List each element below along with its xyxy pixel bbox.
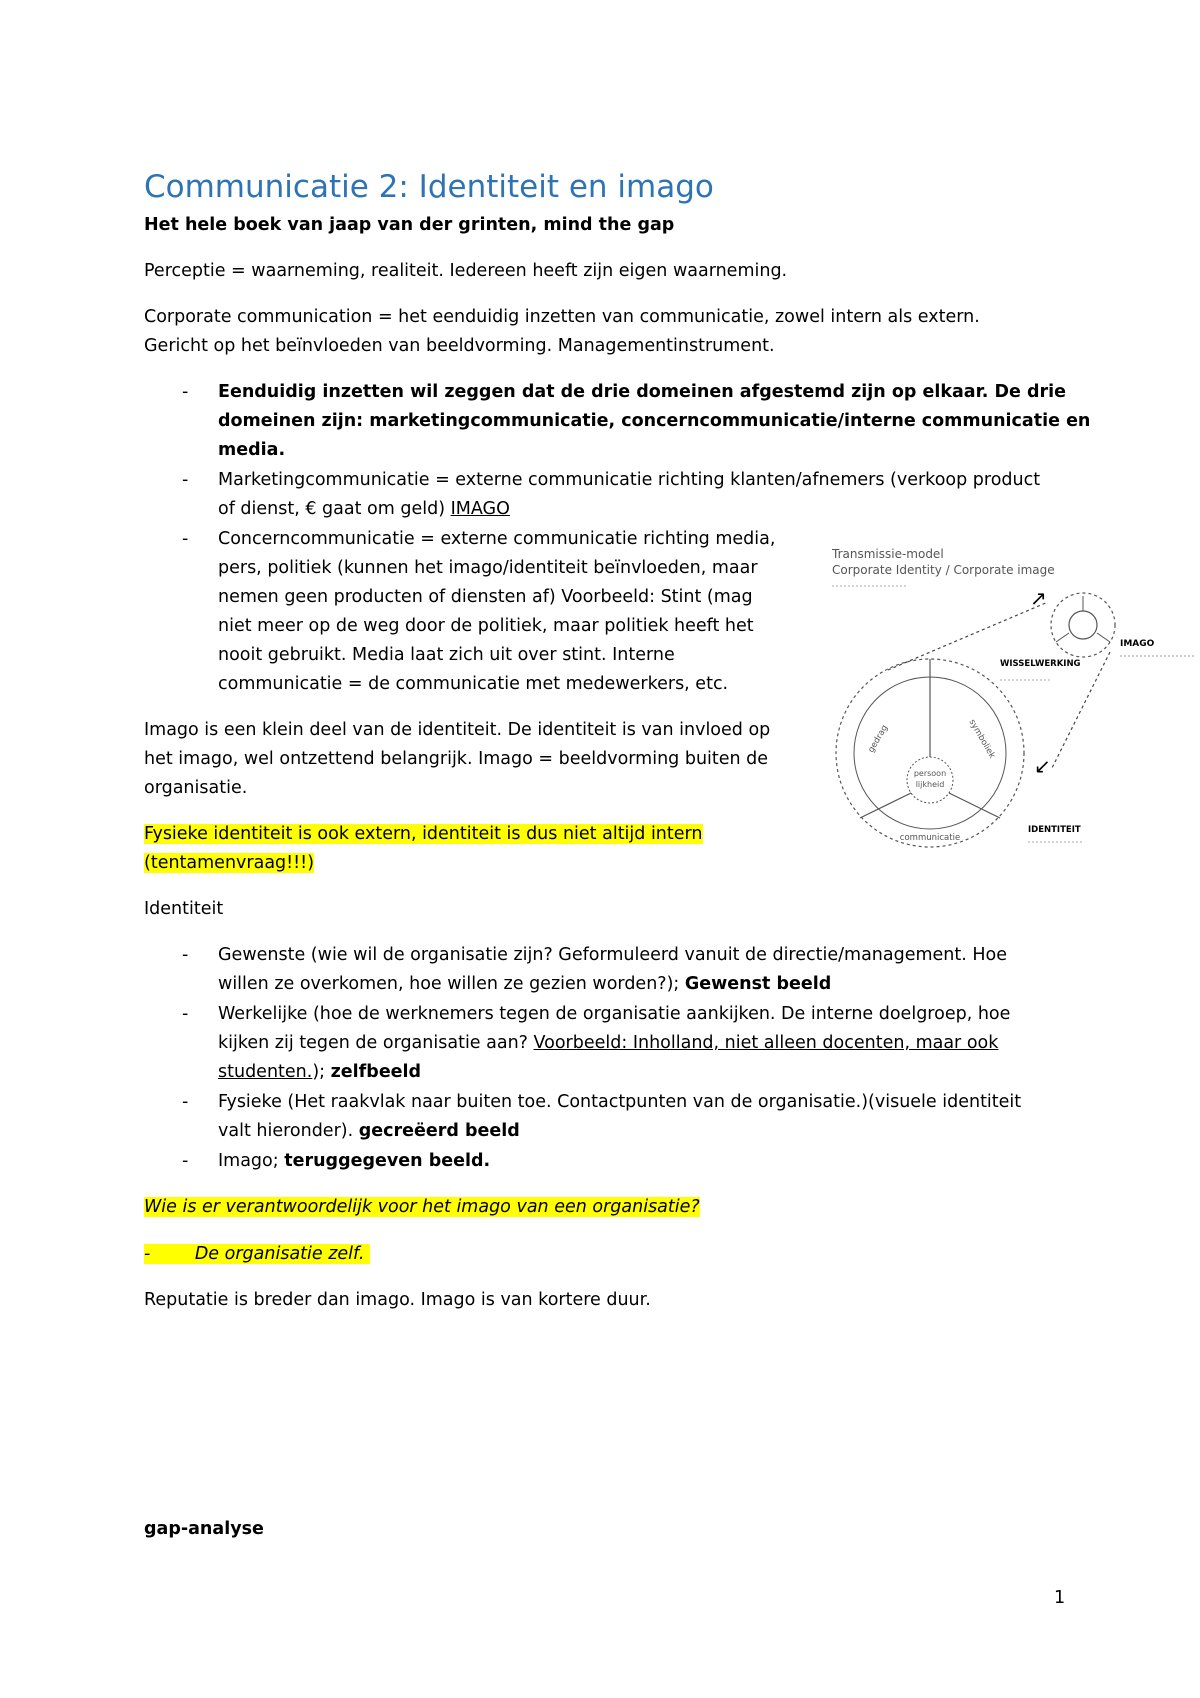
identiteit-label: IDENTITEIT [1028,825,1081,835]
page-number: 1 [1054,1588,1066,1608]
list-item-concern-5: nooit gebruikt. Media laat zich uit over stint. Interne [218,645,675,665]
list-bullet: - [182,1004,189,1024]
diagram-title-2: Corporate Identity / Corporate image [832,563,1055,577]
list-bullet: - [182,945,189,965]
list-item-marketing-2 [218,495,510,525]
list-bullet: - [182,1092,189,1112]
imago-spoke [1097,633,1110,642]
imago-label: IMAGO [1120,639,1155,649]
answer-text: De organisatie zelf. [194,1244,365,1264]
imago-paragraph-2: het imago, wel ontzettend belangrijk. Imago = beeldvorming buiten de [144,749,769,769]
center-label-1: persoon [913,769,947,778]
gap-analyse-heading: gap-analyse [144,1519,264,1539]
perceptie-paragraph: Perceptie = waarneming, realiteit. Iedereen heeft zijn eigen waarneming. [144,261,788,281]
gewenst-beeld: Gewenst beeld [684,974,832,994]
teruggegeven-beeld: teruggegeven beeld. [284,1151,491,1171]
question-text: Wie is er verantwoordelijk voor het imago van een organisatie? [144,1197,700,1217]
list-item-werkelijke-3 [218,1058,421,1088]
list-item-werkelijke-1: Werkelijke (hoe de werknemers tegen de organisatie aankijken. De interne doelgroep, hoe [218,1004,1011,1024]
list-item-domeinen-1: Eenduidig inzetten wil zeggen dat de drie domeinen afgestemd zijn op elkaar. De drie [218,382,1066,402]
connector-line-right [1052,652,1110,768]
list-item-gewenste-2 [218,970,831,1000]
center-label-2: lijkheid [915,780,945,789]
subtitle: Het hele boek van jaap van der grinten, mind the gap [144,215,675,235]
fysieke-text: valt hieronder). [218,1121,359,1141]
diagram-title-1: Transmissie-model [832,547,944,561]
highlight-note-2 [144,849,314,879]
werkelijke-close: ); [312,1062,331,1082]
list-item-concern-3: nemen geen producten of diensten af) Voorbeeld: Stint (mag [218,587,753,607]
corporate-line-1: Corporate communication = het eenduidig inzetten van communicatie, zowel intern als extern. [144,307,980,327]
gedrag-label: gedrag [866,723,891,755]
voorbeeld-studenten: studenten. [218,1062,313,1082]
list-bullet: - [182,382,189,402]
list-item-concern-2: pers, politiek (kunnen het imago/identiteit beïnvloeden, maar [218,558,758,578]
list-item-concern-6: communicatie = de communicatie met medewerkers, etc. [218,674,729,694]
imago-spoke [1056,633,1069,642]
list-bullet: - [182,1151,189,1171]
corporate-line-2: Gericht op het beïnvloeden van beeldvorming. Managementinstrument. [144,336,775,356]
wisselwerking-label: WISSELWERKING [1000,659,1081,669]
list-item-fysieke-2 [218,1117,520,1147]
list-item-domeinen-3: media. [218,440,286,460]
werkelijke-text: kijken zij tegen de organisatie aan? [218,1033,534,1053]
identiteit-heading: Identiteit [144,899,224,919]
page-title: Communicatie 2: Identiteit en imago [144,169,714,205]
answer-line [144,1240,370,1270]
list-item-gewenste-1: Gewenste (wie wil de organisatie zijn? Geformuleerd vanuit de directie/management. Hoe [218,945,1008,965]
list-item-concern-4: niet meer op de weg door de politiek, maar politiek heeft het [218,616,754,636]
answer-bullet: - [144,1244,195,1264]
gewenste-text: willen ze overkomen, hoe willen ze gezien worden?); [218,974,685,994]
highlight-note-1 [144,820,703,850]
imago-underlined: IMAGO [450,499,510,519]
imago-paragraph-3: organisatie. [144,778,248,798]
answer-bullet-and-text [144,1244,370,1264]
marketing-text: of dienst, € gaat om geld) [218,499,451,519]
list-item-marketing-1: Marketingcommunicatie = externe communicatie richting klanten/afnemers (verkoop product [218,470,1041,490]
imago-paragraph-1: Imago is een klein deel van de identiteit. De identiteit is van invloed op [144,720,771,740]
transmission-model-diagram [820,540,1198,885]
highlight-text: Fysieke identiteit is ook extern, identiteit is dus niet altijd intern [144,824,703,844]
imago-inner-circle [1069,611,1097,639]
zelfbeeld: zelfbeeld [330,1062,422,1082]
symboliek-label: symboliek [966,717,997,761]
reputatie-paragraph: Reputatie is breder dan imago. Imago is van kortere duur. [144,1290,651,1310]
list-bullet: - [182,470,189,490]
list-item-imago [218,1147,490,1177]
imago-text: Imago; [218,1151,285,1171]
question [144,1193,700,1223]
voorbeeld-inholland: Voorbeeld: Inholland, niet alleen docenten, maar ook [533,1033,999,1053]
list-item-fysieke-1: Fysieke (Het raakvlak naar buiten toe. Contactpunten van de organisatie.)(visuele identiteit [218,1092,1022,1112]
list-item-concern-1: Concerncommunicatie = externe communicatie richting media, [218,529,776,549]
list-item-werkelijke-2 [218,1029,998,1059]
communicatie-label: communicatie [899,833,961,843]
arrow-up-icon: ↗ [1030,586,1047,610]
arrow-down-icon: ↙ [1034,754,1051,778]
list-bullet: - [182,529,189,549]
gecreeerd-beeld: gecreëerd beeld [358,1121,520,1141]
highlight-text: (tentamenvraag!!!) [144,853,315,873]
list-item-domeinen-2: domeinen zijn: marketingcommunicatie, concerncommunicatie/interne communicatie en [218,411,1091,431]
